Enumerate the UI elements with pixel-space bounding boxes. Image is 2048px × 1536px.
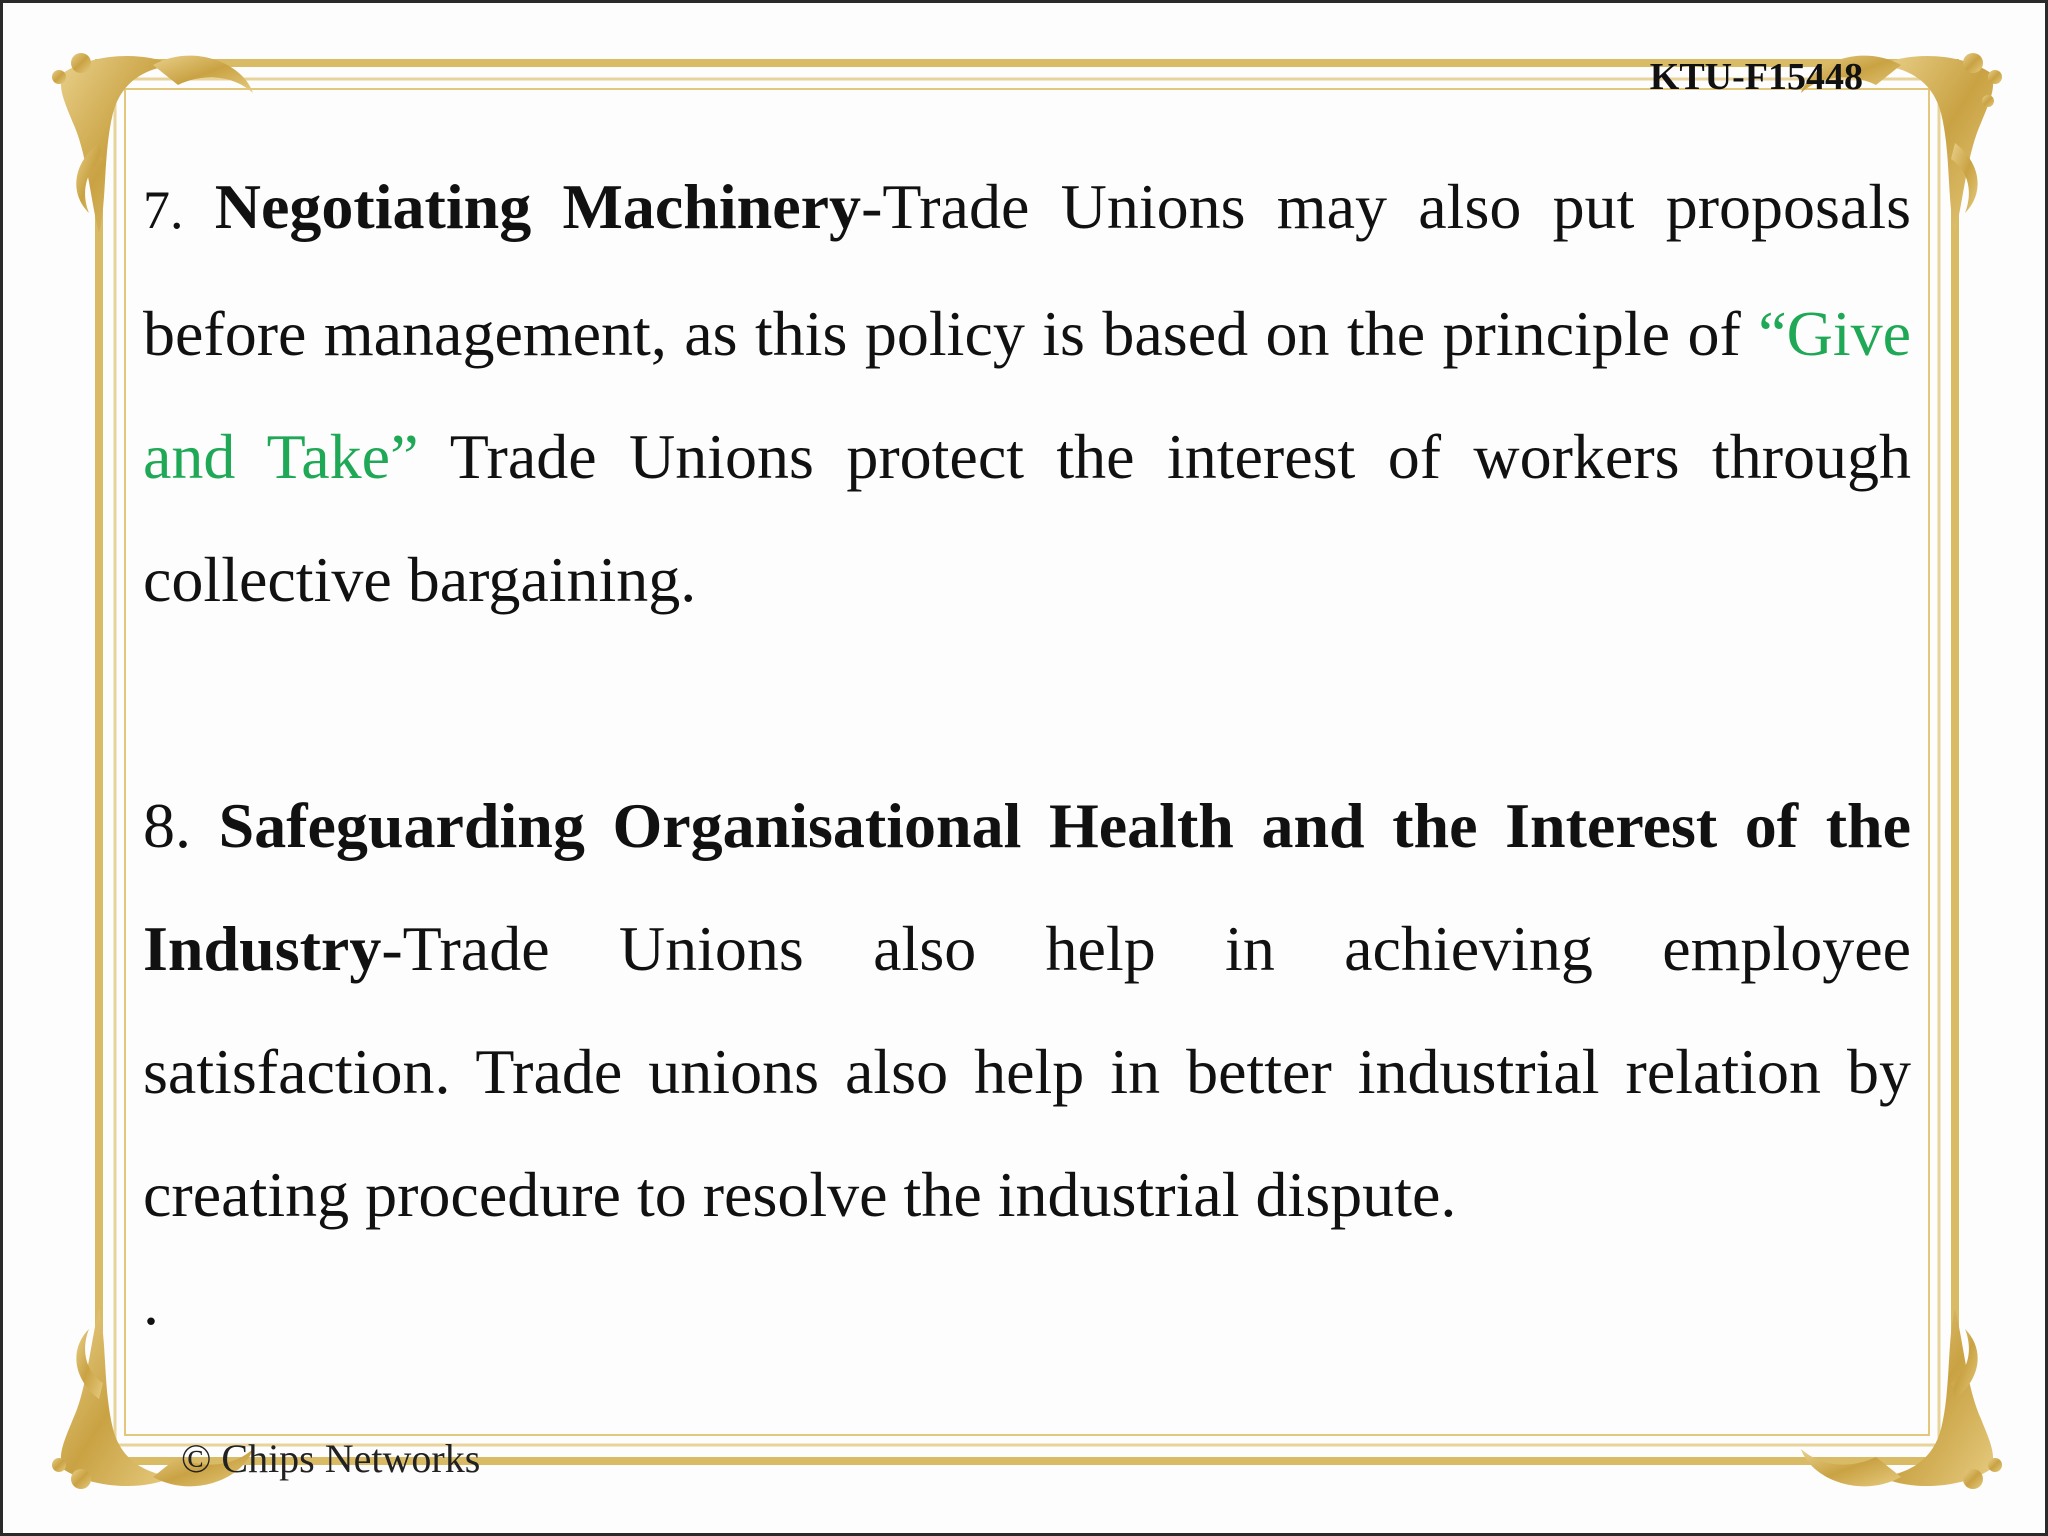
point-8-separator: -	[381, 913, 403, 984]
point-7	[143, 145, 1911, 641]
point-8-text: Trade Unions also help in achieving employee satisfaction. Trade unions also help in better industrial relation by creating procedure to resolve the industrial dispute.	[143, 913, 1911, 1230]
trailing-dot: .	[143, 1267, 159, 1338]
point-7-text-after-quote: Trade Unions protect the interest of workers through collective bargaining.	[143, 421, 1911, 615]
point-7-separator: -	[861, 171, 883, 242]
give-and-take-quote: “Give and Take”	[143, 298, 1911, 492]
point-7-title: Negotiating Machinery	[214, 171, 862, 242]
point-7-text-before-quote: Trade Unions may also put proposals before management, as this policy is based on the principle of	[143, 171, 1912, 369]
copyright-footer: © Chips Networks	[181, 1436, 481, 1481]
point-8-title: Safeguarding Organisational Health and the Interest of the Industry	[143, 790, 1912, 984]
point-8-number: 8.	[143, 790, 191, 861]
document-code: KTU-F15448	[1649, 56, 1863, 98]
slide-body	[143, 145, 1911, 1256]
point-8	[143, 764, 1911, 1256]
point-7-number: 7.	[143, 180, 184, 240]
